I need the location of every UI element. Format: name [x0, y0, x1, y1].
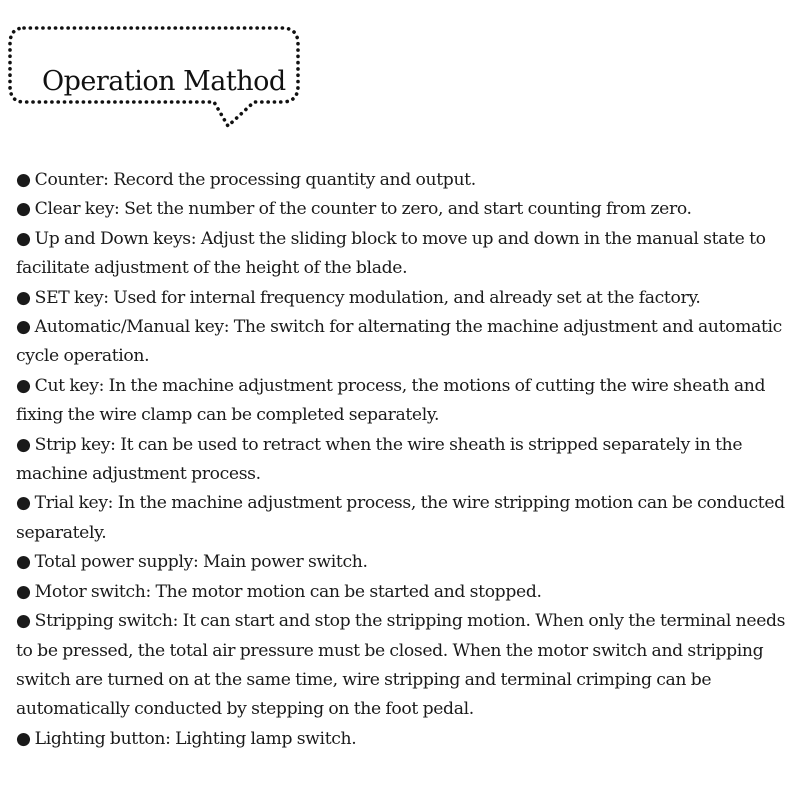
bullet-icon: ●	[16, 581, 31, 602]
list-item-text: Up and Down keys: Adjust the sliding block to move up and down in the manual state to facilitate adjustment of the height of the blade.	[16, 228, 766, 279]
list-item	[16, 431, 792, 490]
bullet-icon: ●	[16, 375, 31, 396]
bullet-icon: ●	[16, 728, 31, 749]
list-item	[16, 195, 792, 224]
list-item	[16, 489, 792, 548]
list-item	[16, 578, 792, 607]
title-speech-bubble	[6, 22, 306, 134]
list-item	[16, 607, 792, 725]
bullet-icon: ●	[16, 287, 31, 308]
list-item-text: Cut key: In the machine adjustment process, the motions of cutting the wire sheath and fixing the wire clamp can be completed separately.	[16, 375, 766, 426]
bullet-icon: ●	[16, 317, 31, 338]
list-item	[16, 548, 792, 577]
list-item	[16, 313, 792, 372]
bullet-icon: ●	[16, 170, 31, 190]
list-item	[16, 284, 792, 313]
bullet-icon: ●	[16, 493, 31, 514]
bullet-icon: ●	[16, 228, 31, 249]
bullet-icon: ●	[16, 552, 31, 573]
bullet-icon: ●	[16, 611, 31, 632]
list-item	[16, 725, 792, 754]
list-item-text: Total power supply: Main power switch.	[34, 552, 368, 573]
page-title: Operation Mathod	[42, 66, 286, 97]
list-item	[16, 166, 792, 195]
list-item-text: Trial key: In the machine adjustment process, the wire stripping motion can be conducted separately.	[16, 493, 785, 543]
list-item-text: Counter: Record the processing quantity and output.	[34, 170, 476, 190]
list-item	[16, 372, 792, 431]
bullet-icon: ●	[16, 434, 31, 455]
operation-method-list	[16, 166, 792, 754]
list-item-text: Automatic/Manual key: The switch for alternating the machine adjustment and automatic cycle operation.	[16, 317, 782, 367]
list-item-text: Lighting button: Lighting lamp switch.	[34, 728, 357, 749]
list-item-text: Clear key: Set the number of the counter to zero, and start counting from zero.	[34, 199, 692, 220]
list-item-text: Stripping switch: It can start and stop the stripping motion. When only the terminal needs to be pressed, the total air pressure must be closed. When the motor switch and stripping switch are turned on at the same time, wire stripping and terminal crimping can be automatically conducted by stepping on the foot pedal.	[16, 611, 786, 720]
list-item-text: Strip key: It can be used to retract when the wire sheath is stripped separately in the machine adjustment process.	[16, 434, 743, 485]
list-item	[16, 225, 792, 284]
list-item-text: Motor switch: The motor motion can be started and stopped.	[34, 581, 542, 602]
bullet-icon: ●	[16, 199, 31, 220]
list-item-text: SET key: Used for internal frequency modulation, and already set at the factory.	[34, 287, 701, 308]
